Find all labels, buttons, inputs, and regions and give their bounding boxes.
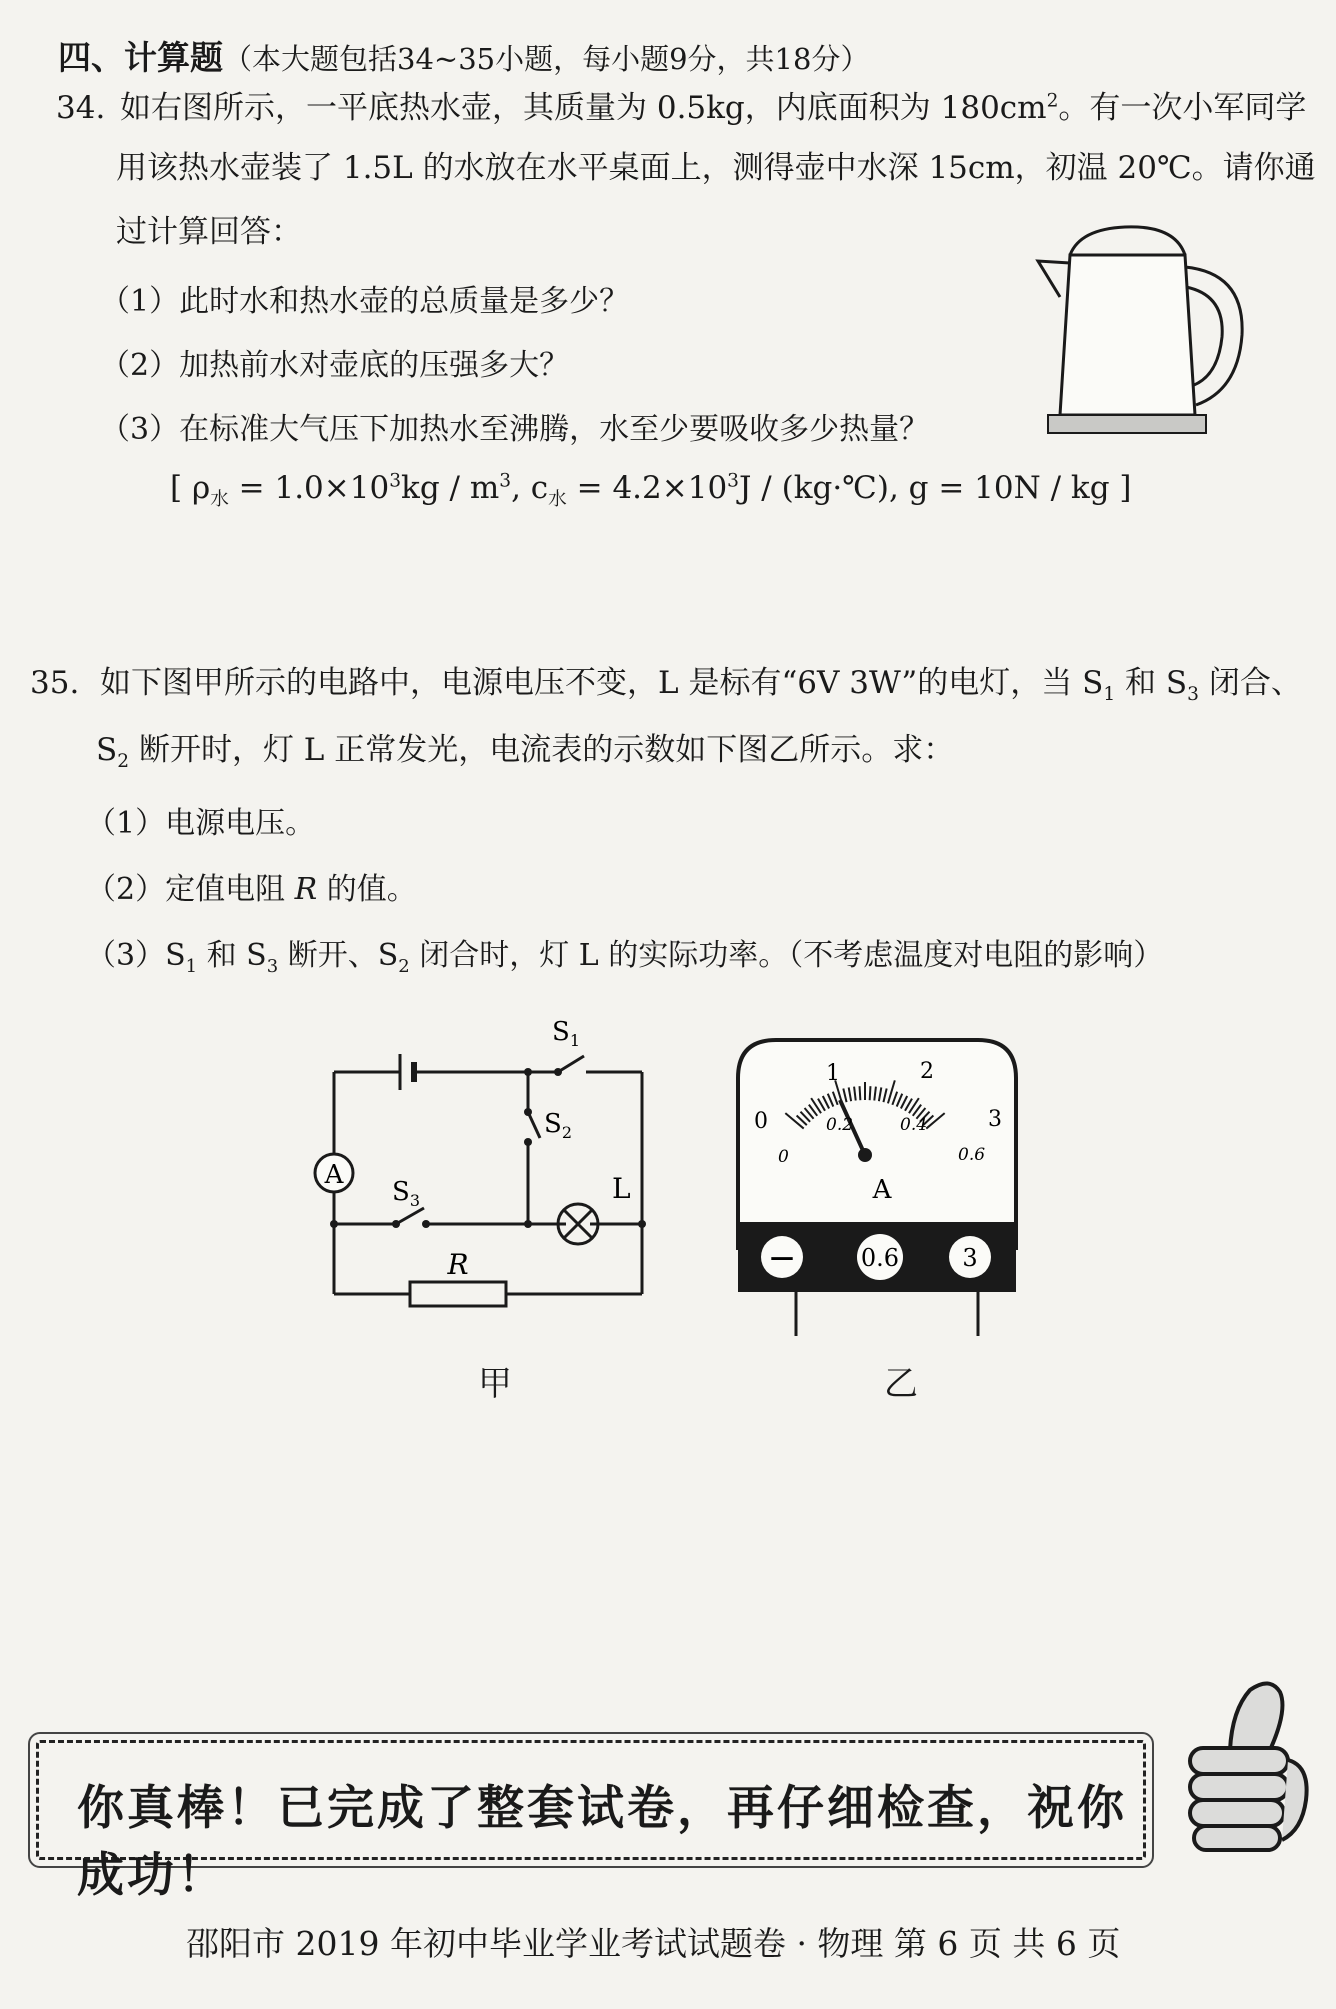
s2-label: $S_2$ (544, 1109, 572, 1142)
kettle-figure (1020, 215, 1250, 445)
q34-line1: 如右图所示，一平底热水壶，其质量为 0.5kg，内底面积为 $180cm^2$。有一次小军同学 (120, 90, 1307, 126)
needle-pivot (858, 1148, 872, 1162)
encouragement-banner (36, 1740, 1146, 1903)
resistor-label: R (447, 1248, 469, 1281)
thumbs-up-icon (1170, 1670, 1320, 1860)
meter-unit: A (872, 1175, 892, 1205)
switch-s3-blade (396, 1208, 424, 1224)
ammeter-dial (730, 1030, 1040, 1340)
kettle-body (1060, 255, 1195, 415)
circuit-diagram (300, 1010, 670, 1320)
banner-text: 你真棒！已完成了整套试卷，再仔细检查，祝你成功！ (77, 1781, 1127, 1903)
ammeter-label: A (324, 1160, 344, 1190)
q35-sub3: $(3)S_1$ 和 $S_3$ 断开、$S_2$ 闭合时，灯 L 的实际功率。（不考虑温度对电阻的影响） (86, 938, 1164, 977)
page-footer: 邵阳市 2019 年初中毕业学业考试试题卷 · 物理 第 6 页 共 6 页 (186, 1924, 1121, 1963)
q35-number: 35. (30, 665, 80, 701)
resistor-r (410, 1282, 506, 1306)
q35-sub1: （1）电源电压。 (86, 806, 316, 841)
junction-right (638, 1220, 646, 1228)
dial-tick (870, 1086, 871, 1100)
q34-line3: 过计算回答： (116, 214, 302, 250)
kettle-base (1048, 415, 1206, 433)
scale-top-3: 3 (988, 1107, 1002, 1132)
section-title: 四、计算题 (58, 38, 223, 77)
scale-top-1: 1 (826, 1061, 840, 1086)
terminal-3-label: 3 (962, 1244, 978, 1272)
switch-s2-blade (528, 1112, 540, 1138)
section-note: （本大题包括34~35小题，每小题9分，共18分） (223, 42, 870, 76)
meter-caption: 乙 (884, 1364, 918, 1404)
q34-sub1: （1）此时水和热水壶的总质量是多少？ (100, 284, 630, 319)
scale-bottom-0-2: 0.2 (826, 1115, 854, 1135)
junction-left (330, 1220, 338, 1228)
scale-bottom-0-4: 0.4 (900, 1115, 928, 1135)
q34-sub2: （2）加热前水对壶底的压强多大？ (100, 348, 570, 383)
dial-tick (860, 1086, 861, 1100)
q34-line2: 用该热水壶装了 1.5L 的水放在水平桌面上，测得壶中水深 15cm，初温 20℃。请你通 (116, 150, 1316, 186)
s3-label: $S_3$ (392, 1177, 420, 1210)
junction-top (524, 1068, 532, 1076)
scale-top-2: 2 (920, 1059, 934, 1084)
terminal-negative-label: — (770, 1242, 794, 1271)
junction-mid (524, 1220, 532, 1228)
scale-top-0: 0 (754, 1109, 768, 1134)
scale-bottom-0: 0 (778, 1147, 789, 1167)
terminal-0-6-label: 0.6 (860, 1244, 900, 1272)
s1-label: $S_1$ (552, 1017, 580, 1050)
q35-line1: 如下图甲所示的电路中，电源电压不变，L 是标有“6V 3W”的电灯，当 $S_1$ 和 $S_3$ 闭合、 (100, 665, 1302, 706)
q34-sub3: （3）在标准大气压下加热水至沸腾，水至少要吸收多少热量？ (100, 412, 930, 447)
switch-s1-blade (558, 1056, 584, 1072)
q35-sub2: （2）定值电阻 R 的值。 (86, 872, 417, 907)
kettle-spout (1038, 261, 1070, 297)
q34-constants: [ $\rho_水 = 1.0\times 10^3kg / m^3$, $c_水 = 4.2\times 10^3J$ / (kg·℃), g = 10N / kg ] (170, 470, 1132, 511)
section-header (58, 32, 869, 79)
kettle-lid (1070, 227, 1185, 255)
q34-number: 34. (56, 90, 106, 126)
lamp-label: L (612, 1172, 631, 1205)
q35-line2: $S_2$ 断开时，灯 L 正常发光，电流表的示数如下图乙所示。求： (96, 732, 955, 773)
circuit-caption: 甲 (478, 1364, 512, 1404)
scale-bottom-0-6: 0.6 (958, 1145, 986, 1165)
